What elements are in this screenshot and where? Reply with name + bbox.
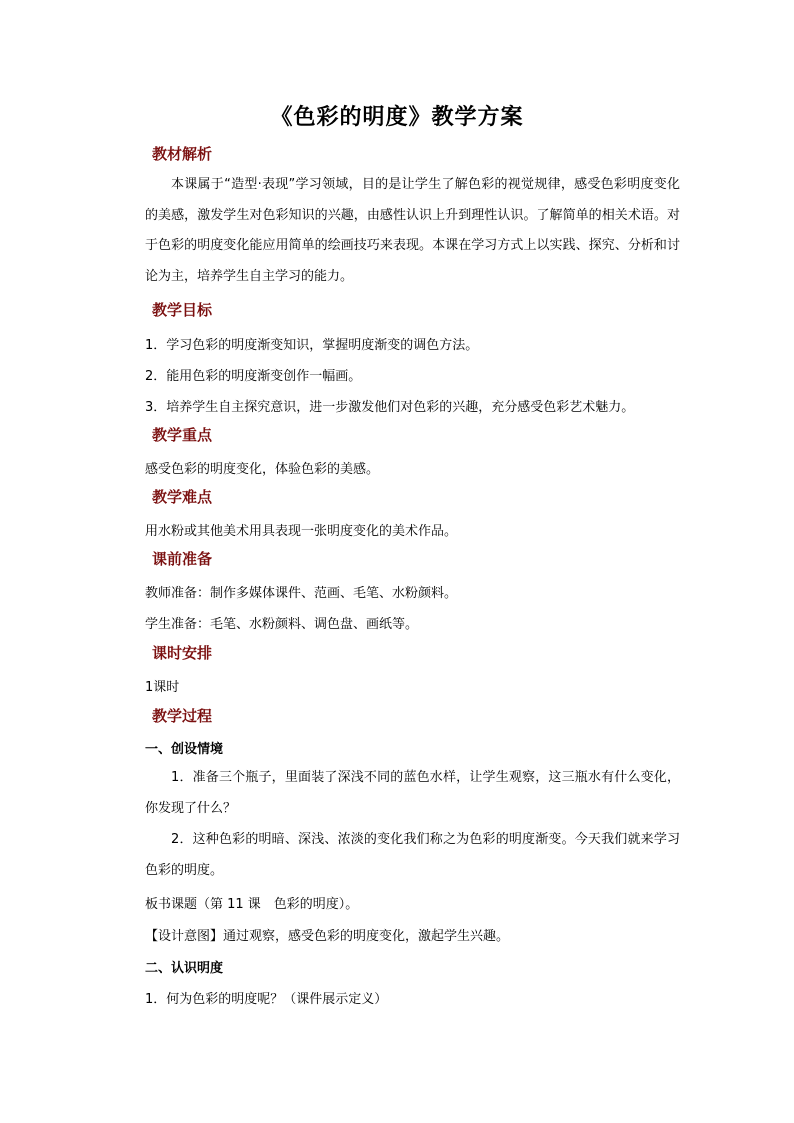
process-part1-board: 板书课题（第 11 课 色彩的明度）。 [145, 897, 359, 912]
heading-process: 教学过程 [152, 707, 213, 725]
teacher-preparation: 教师准备：制作多媒体课件、范画、毛笔、水粉颜料。 [145, 586, 458, 601]
process-part1-item2: 2．这种色彩的明暗、深浅、浓淡的变化我们称之为色彩的明度渐变。今天我们就来学习色彩的明度。 [145, 832, 680, 878]
process-part1-title: 一、创设情境 [145, 742, 224, 757]
student-preparation: 学生准备：毛笔、水粉颜料、调色盘、画纸等。 [145, 617, 419, 632]
schedule-text: 1课时 [145, 680, 180, 695]
process-part2-title: 二、认识明度 [145, 961, 224, 976]
heading-preparation: 课前准备 [152, 550, 213, 568]
heading-key-points: 教学重点 [152, 426, 213, 444]
goal-item-3: 3．培养学生自主探究意识，进一步激发他们对色彩的兴趣，充分感受色彩艺术魅力。 [145, 400, 635, 415]
process-part1-item1: 1．准备三个瓶子，里面装了深浅不同的蓝色水样，让学生观察，这三瓶水有什么变化，你发现了什么？ [145, 770, 680, 816]
goal-item-2: 2．能用色彩的明度渐变创作一幅画。 [145, 369, 362, 384]
document-title: 《色彩的明度》教学方案 [270, 104, 524, 130]
process-part2-item1: 1．何为色彩的明度呢？（课件展示定义） [145, 992, 388, 1007]
heading-difficulties: 教学难点 [152, 488, 213, 506]
analysis-paragraph: 本课属于“造型·表现”学习领域，目的是让学生了解色彩的视觉规律，感受色彩明度变化的美感，激发学生对色彩知识的兴趣，由感性认识上升到理性认识。了解简单的相关术语。对于色彩的明度变化能应用简单的绘画技巧来表现。本课在学习方式上以实践、探究、分析和讨论为主，培养学生自主学习的能力。 [145, 177, 680, 284]
heading-goals: 教学目标 [152, 301, 213, 319]
process-part1-intent: 【设计意图】通过观察，感受色彩的明度变化，激起学生兴趣。 [145, 929, 510, 944]
key-points-text: 感受色彩的明度变化，体验色彩的美感。 [145, 462, 380, 477]
difficulties-text: 用水粉或其他美术用具表现一张明度变化的美术作品。 [145, 524, 458, 539]
goal-item-1: 1．学习色彩的明度渐变知识，掌握明度渐变的调色方法。 [145, 338, 479, 353]
heading-analysis: 教材解析 [152, 145, 213, 163]
heading-schedule: 课时安排 [152, 644, 213, 662]
